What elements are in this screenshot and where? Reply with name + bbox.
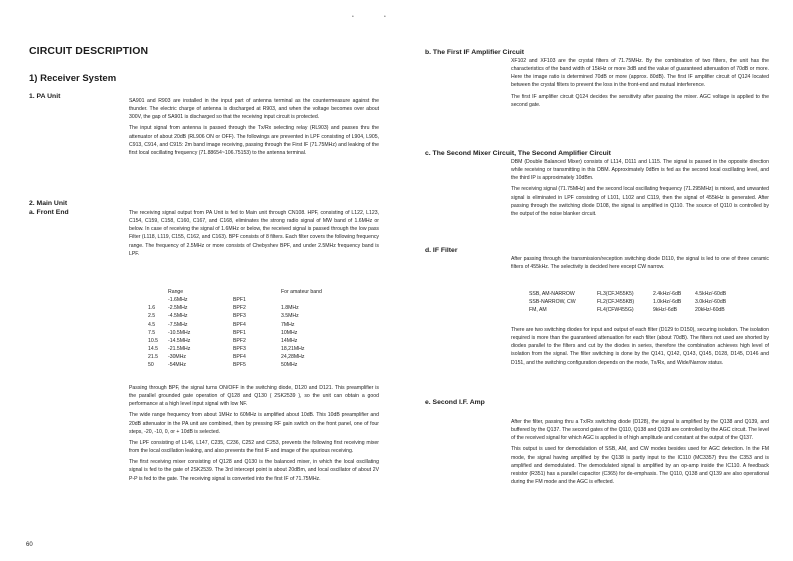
bandwidth-6db: 2.4kHz/-6dB — [653, 291, 682, 297]
first-if-paragraph: XF102 and XF103 are the crystal filters of 71.75MHz. By the combination of two filters, the unit has the characteristics of the band width of 15kHz or more 3dB and the value of guaranteed attenuation of 70dB or more. Here the image ratio is determined 70dB or more (approx. 80dB). The first IF amplifier circuit of Q124 located between the crystal filters to prevent the loss in the front-end and mutual interference. — [511, 58, 769, 89]
filter-name: BPF5 — [233, 362, 246, 369]
table-row — [148, 329, 322, 337]
range-high: -54MHz — [168, 362, 186, 369]
if-filter-text — [511, 255, 769, 274]
range-low: 4.5 — [148, 321, 156, 328]
table-row — [148, 353, 322, 361]
second-if-paragraph: This output is used for demodulation of SSB, AM, and CW modes besides used for AGC detection. In the FM mode, the signal having amplified by the Q138 is partly input to the IC110 (MC3357) thru the C353 and is amplified and demodulated. The demodulated signal is amplified by an op-amp inside the IC110. A feedback resistor (R351) has a parallel capacitor (C365) for de-emphasis. The Q110, Q138 and Q139 are also operational during the FM mode and the AGC is effected. — [511, 446, 769, 486]
front-end-text — [129, 209, 379, 261]
pa-paragraph: SA901 and R903 are installed in the input part of antenna terminal as the countermeasure against the thunder. The electric charge of antenna is discharged at R903, and when the voltage becomes over about 300V, the gap of SA901 is discharged so that the receiving input circuit is protected. — [129, 98, 379, 121]
range-low: 2.5 — [148, 313, 156, 320]
pa-unit-text — [129, 97, 379, 160]
second-if-amp-heading: e. Second I.F. Amp — [425, 399, 485, 406]
filter-range-table — [148, 288, 322, 370]
amateur-band — [281, 296, 322, 304]
filter-name: BPF2 — [233, 337, 246, 344]
first-if-amp-heading: b. The First IF Amplifier Circuit — [425, 49, 525, 56]
amateur-band: 1.8MHz — [281, 305, 299, 312]
range-low: 1.6 — [148, 305, 156, 312]
if-filter-paragraph: After passing through the transmission/reception switching diode D110, the signal is led to one of three ceramic filters of 455kHz. The selectivity is decided here except CW narrow. — [511, 256, 769, 271]
range-high: -14.5MHz — [168, 337, 191, 344]
table-row — [148, 337, 322, 345]
filter-name: BPF3 — [233, 346, 246, 353]
front-end-heading: a. Front End — [29, 209, 69, 216]
receiver-system-heading: 1) Receiver System — [29, 73, 117, 84]
page-title: CIRCUIT DESCRIPTION — [29, 45, 149, 57]
front-end-paragraph: The wide range frequency from about 1MHz to 60MHz is amplified about 10dB. This 10dB preamplifier and 20dB attenuator in the PA unit are combined, then by pressing RF gain switch on the front panel, one of four steps, -20, -10, 0, or + 10dB is selected. — [129, 412, 379, 435]
bandwidth-6db: 1.0kHz/-6dB — [653, 299, 682, 306]
front-end-paragraph: The receiving signal output from PA Unit is fed to Main unit through CN108. HPF, consisting of L122, L123, C154, C159, C158, C160, C167, and C168, eliminates the strong radio signal of MW band of 1.6MHz or below. In case of receiving the signal of 1.6MHz or below, the received signal is passed through the low pass Filter (L118, L119, C155, C162, and C163). BPF consists of 8 filters. Each filter covers the following frequency range. The frequency of 2.5MHz or more consists of Chebyshev BPF, and under 2.5MHz frequency band is LPF. — [129, 210, 379, 257]
front-end-paragraph: Passing through BPF, the signal turns ON/OFF in the switching diode, D120 and D121. This preamplifier is the parallel grounded gate operation of Q128 and Q130 ( 2SK2539 ), so the unit can obtain a good performance at a high level input signal with low NF. — [129, 385, 379, 408]
range-low: 14.5 — [148, 346, 159, 353]
filter-mode: FM, AM — [529, 307, 547, 314]
front-end-paragraph: The first receiving mixer consisting of Q128 and Q130 is the balanced mixer, in which the local oscillating signal is fed to the gate of 2SK2539. The 3rd intercept point is about 20dBm, and local oscillator of about 2V P-P is fed to the gate. The receiving signal is converted into the first IF of 71.75MHz. — [129, 459, 379, 482]
table-header-row — [148, 288, 322, 296]
range-high: -4.5MHz — [168, 313, 188, 320]
table-row — [148, 345, 322, 353]
first-if-paragraph: The first IF amplifier circuit Q124 decides the sensitivity after passing the mixer. AGC voltage is applied to the second gate. — [511, 93, 769, 108]
page-mark-right: • — [384, 14, 386, 20]
table-row — [529, 290, 726, 298]
range-high: -7.5MHz — [168, 321, 188, 328]
first-if-amp-text — [511, 57, 769, 112]
table-row — [148, 312, 322, 320]
filter-name: BPF3 — [233, 313, 246, 320]
table-row — [148, 361, 322, 369]
range-low: 50 — [148, 362, 154, 369]
bandwidth-6db: 9kHz/-6dB — [653, 307, 677, 314]
range-low: 7.5 — [148, 329, 156, 336]
band-header: For amateur band — [281, 289, 322, 295]
amateur-band: 3.5MHz — [281, 313, 299, 320]
second-mixer-text — [511, 158, 769, 221]
main-unit-heading: 2. Main Unit — [29, 200, 68, 207]
table-row — [529, 298, 726, 306]
second-if-amp-text — [511, 418, 769, 489]
filter-name: BPF2 — [233, 305, 246, 312]
second-mixer-heading: c. The Second Mixer Circuit, The Second Amplifier Circuit — [425, 150, 611, 157]
amateur-band: 7MHz — [281, 321, 295, 328]
if-filter-heading: d. IF Filter — [425, 247, 458, 254]
table-row — [148, 321, 322, 329]
filter-part: FL3(CFJ455K5) — [597, 291, 634, 297]
table-row — [148, 296, 322, 304]
second-if-paragraph: After the filter, passing thru a Tx/Rx switching diode (D128), the signal is amplified by the Q138 and Q139, and buffered by the Q137. The second gates of the Q110, Q138 and Q139 are controlled by the AGC circuit. The level of the received signal for which AGC is applied is of high amplitude and constant at the output of the Q137. — [511, 419, 769, 442]
filter-mode: SSB, AM-NARROW — [529, 291, 575, 297]
if-filter-table — [529, 290, 726, 314]
filter-name: BPF1 — [233, 297, 246, 304]
second-mixer-paragraph: The receiving signal (71.75MHz) and the second local oscillating frequency (71.295MHz) is mixed, and unwanted signal is eliminated in LPF consisting of L101, L102 and C119, then the signal of 455kHz is generated. After passing through the switching diode D108, the signal is amplified in Q110. The source of Q110 is controlled by the output of the noise blanker circuit. — [511, 186, 769, 217]
filter-part: FL2(CFJ455KB) — [597, 299, 635, 306]
range-high: -1.6MHz — [168, 297, 188, 304]
front-end-continued-text — [129, 384, 379, 486]
pa-unit-heading: 1. PA Unit — [29, 93, 61, 100]
range-low — [148, 296, 168, 304]
table-row — [148, 304, 322, 312]
filter-part: FL4(CFW455G) — [597, 307, 634, 314]
range-low: 21.5 — [148, 354, 159, 361]
range-high: -10.5MHz — [168, 329, 191, 336]
range-low: 10.5 — [148, 337, 159, 344]
front-end-paragraph: The LPF consisting of L146, L147, C235, C236, C252 and C253, prevents the following first receiving mixer from the local oscillation leaking, and also prevents the first IF and image of the spurious receiving. — [129, 439, 379, 455]
bandwidth-60db: 4.5kHz/-60dB — [695, 291, 727, 297]
range-high: -2.5MHz — [168, 305, 188, 312]
page-mark-left: • — [352, 14, 354, 20]
range-header: Range — [168, 289, 184, 295]
range-high: -21.5MHz — [168, 346, 191, 353]
if-filter-switching-text — [511, 326, 769, 370]
page-number: 60 — [26, 542, 33, 548]
bandwidth-60db: 20kHz/-60dB — [695, 307, 725, 314]
filter-mode: SSB-NARROW, CW — [529, 299, 576, 306]
range-high: -30MHz — [168, 354, 186, 361]
amateur-band: 14MHz — [281, 337, 298, 344]
second-mixer-paragraph: DBM (Double Balanced Mixer) consists of L114, D111 and L115. The signal is passed in the opposite direction while receiving or transmitting in this DBM. Approximately 0dBm is fed as the second local oscillating level, and the third IP is approximately 10dBm. — [511, 159, 769, 182]
pa-paragraph: The input signal from antenna is passed through the Tx/Rx selecting relay (RL903) and passes thru the attenuator of about 20dB (RL906 ON or OFF). The followings are prevented in LPF consisting of L904, L905, C913, C914, and C915: 2m band image receiving, passing through the First IF (71.75MHz) and leaking of the first local oscillating frequency (71.88654~106.75153) to the antenna terminal. — [129, 125, 379, 156]
amateur-band: 24,28MHz — [281, 354, 305, 361]
amateur-band: 18,21MHz — [281, 346, 305, 353]
amateur-band: 10MHz — [281, 329, 298, 336]
amateur-band: 50MHz — [281, 362, 298, 369]
if-filter-paragraph: There are two switching diodes for input and output of each filter (D129 to D150), securing isolation. The isolation required is more than the guaranteed attenuation for each filter (about 70dB). The filters not used are shorted by diodes parallel to the filters and cut by the diodes in series, therefore the combination achieves high level of isolation from the signal. The filter switching is done by the Q141, Q142, Q143, Q145, D128, D145, D146 and D151, and the switching configuration depends on the mode, Tx/Rx, and Wide/Narrow status. — [511, 327, 769, 366]
table-row — [529, 306, 726, 314]
filter-name: BPF1 — [233, 329, 246, 336]
filter-name: BPF4 — [233, 321, 246, 328]
filter-name: BPF4 — [233, 354, 246, 361]
bandwidth-60db: 3.0kHz/-60dB — [695, 299, 727, 306]
